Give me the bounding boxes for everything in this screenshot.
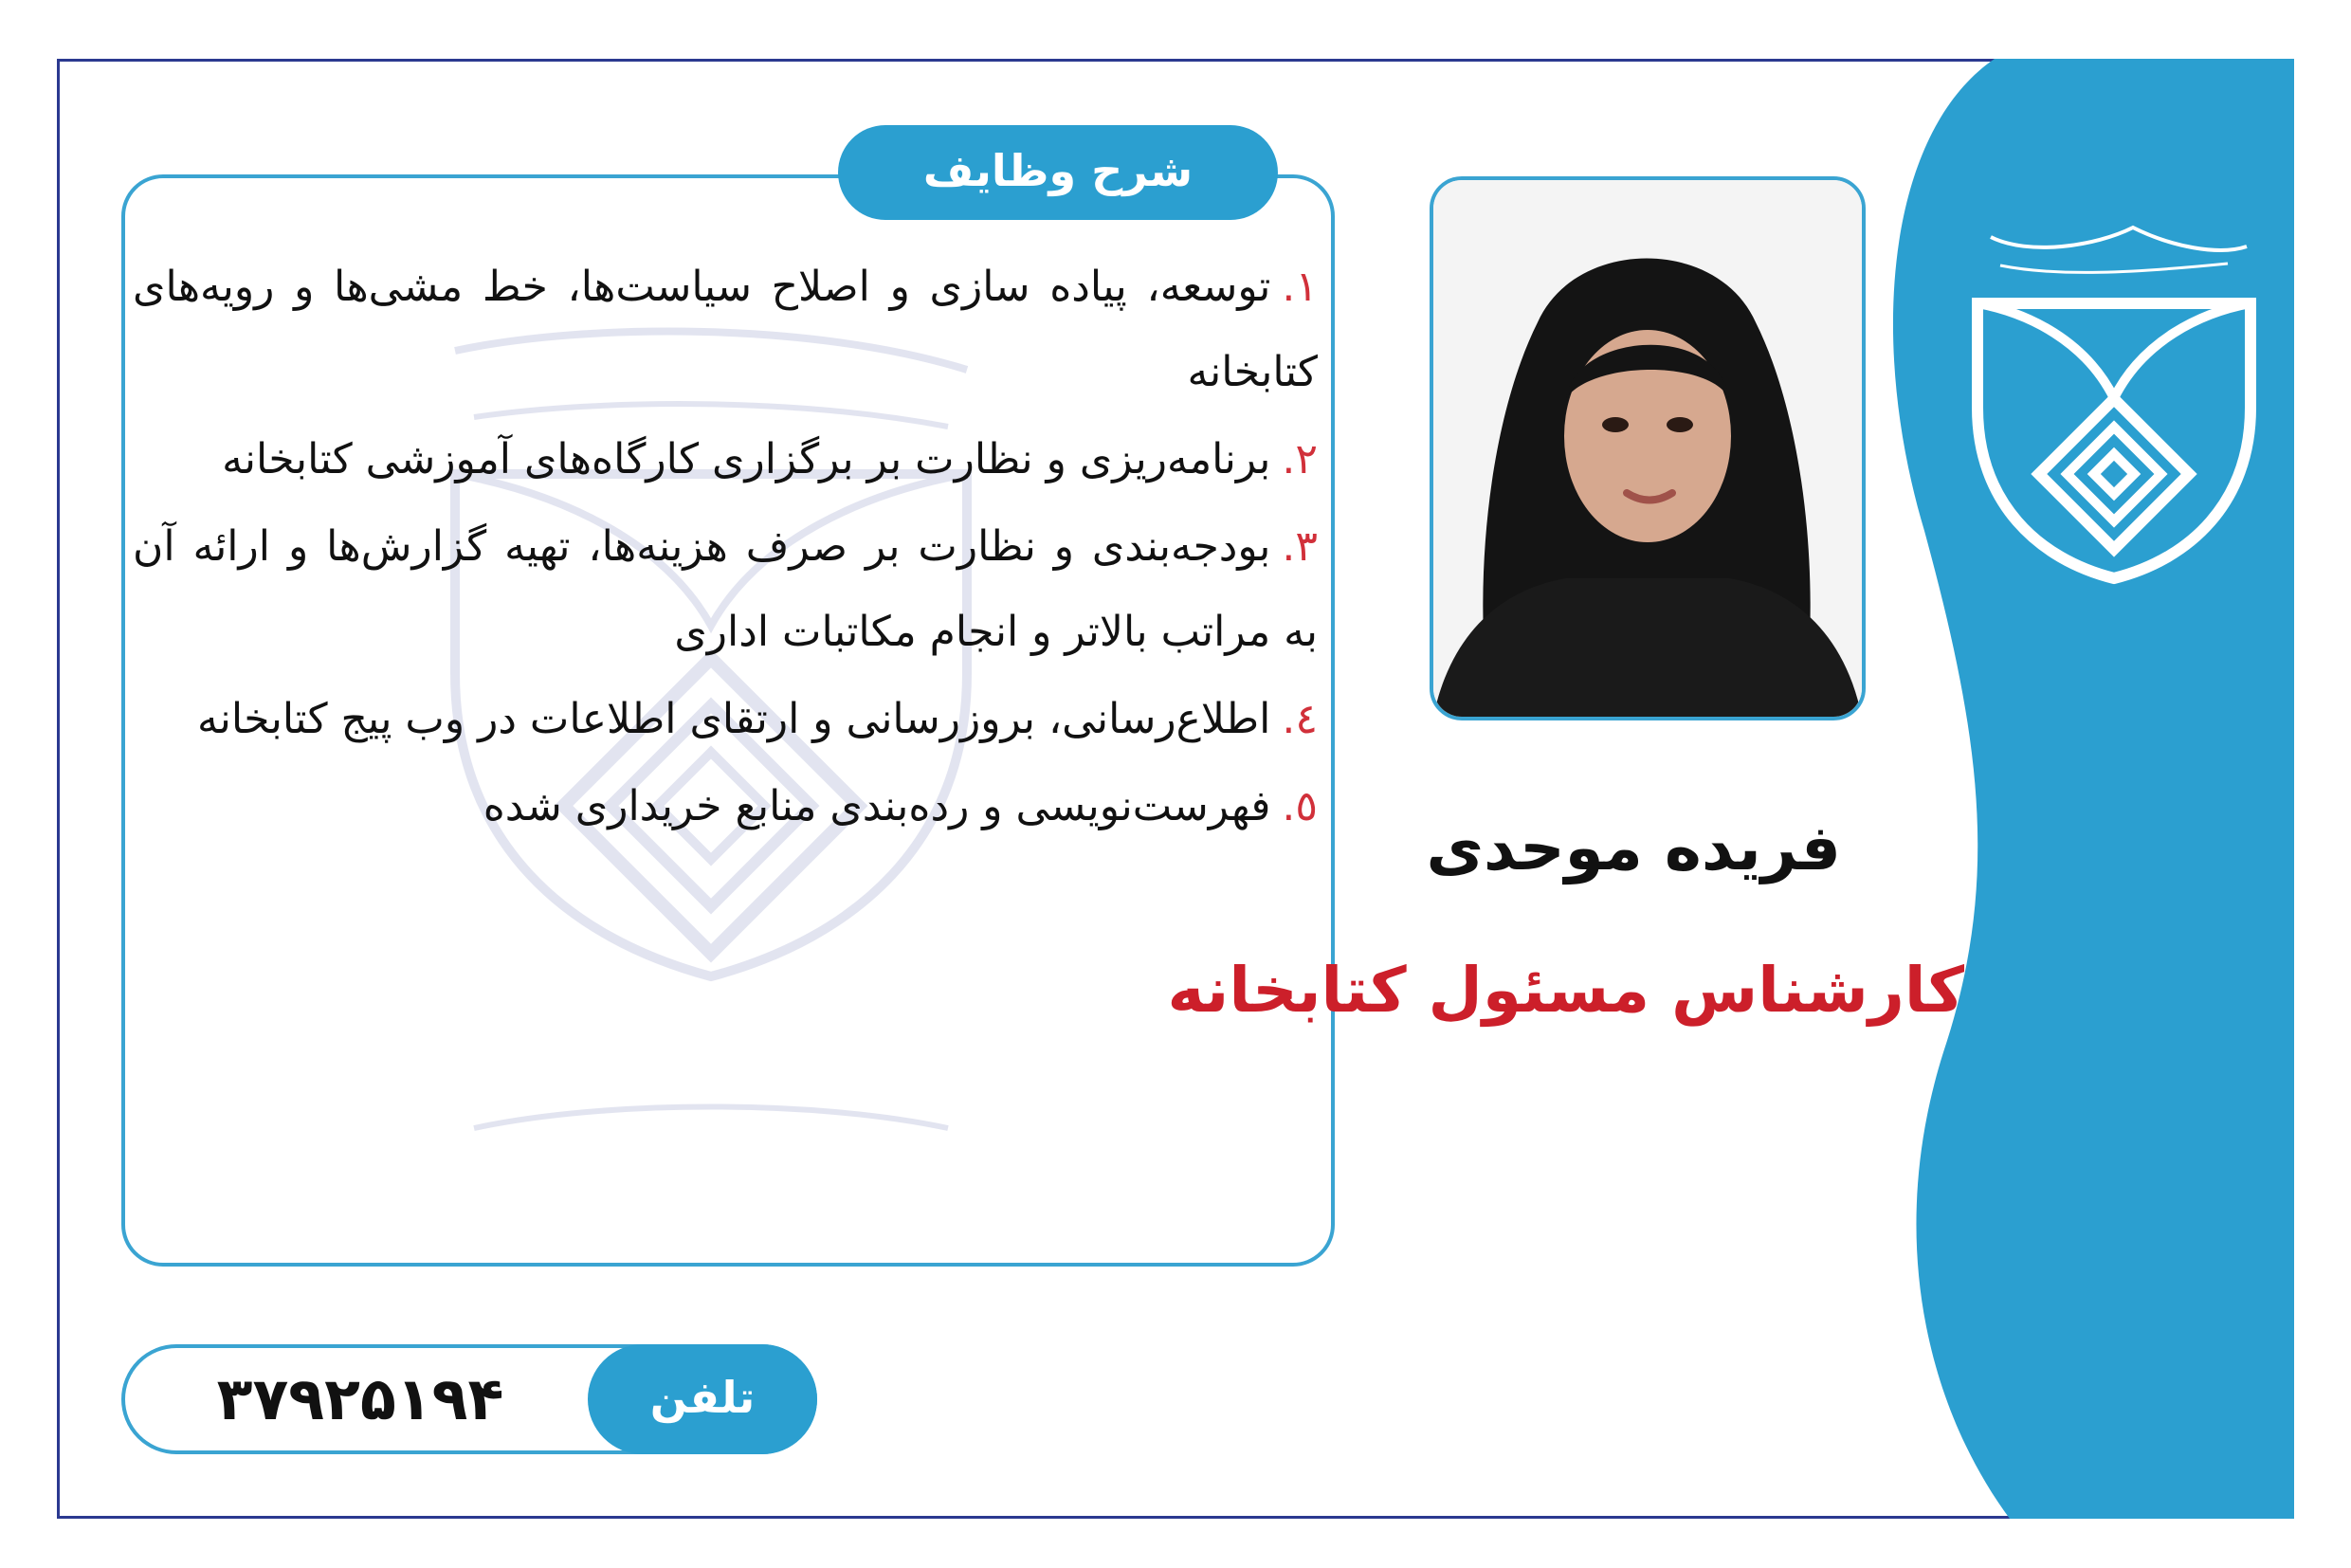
- job-title: کارشناس مسئول کتابخانه: [1167, 954, 1964, 1027]
- duties-list: [133, 245, 1318, 851]
- duty-item: ۲.برنامه‌ریزی و نظارت بر برگزاری کارگاه‌های آموزشی کتابخانه: [222, 435, 1318, 483]
- person-name: فریده موحدی: [1426, 811, 1841, 884]
- duty-item: ۱.توسعه، پیاده سازی و اصلاح سیاست‌ها، خط مشی‌ها و رویه‌های کتابخانه: [133, 263, 1318, 396]
- phone-number[interactable]: ۳۷۹۲۵۱۹۴: [216, 1364, 504, 1433]
- duties-heading: شرح وظایف: [838, 125, 1278, 220]
- duty-item: ۳.بودجه‌بندی و نظارت بر صرف هزینه‌ها، تهیه گزارش‌ها و ارائه آن به مراتب بالاتر و انجام مکاتبات اداری: [133, 522, 1318, 656]
- university-shield-logo: [1962, 218, 2266, 597]
- portrait-photo: [1430, 176, 1866, 720]
- duty-item: ٤.اطلاع‌رسانی، بروزرسانی و ارتقای اطلاعات در وب پیج کتابخانه: [197, 695, 1318, 743]
- phone-label: تلفن: [588, 1344, 817, 1454]
- duty-item: ٥.فهرست‌نویسی و رده‌بندی منابع خریداری شده: [483, 782, 1318, 830]
